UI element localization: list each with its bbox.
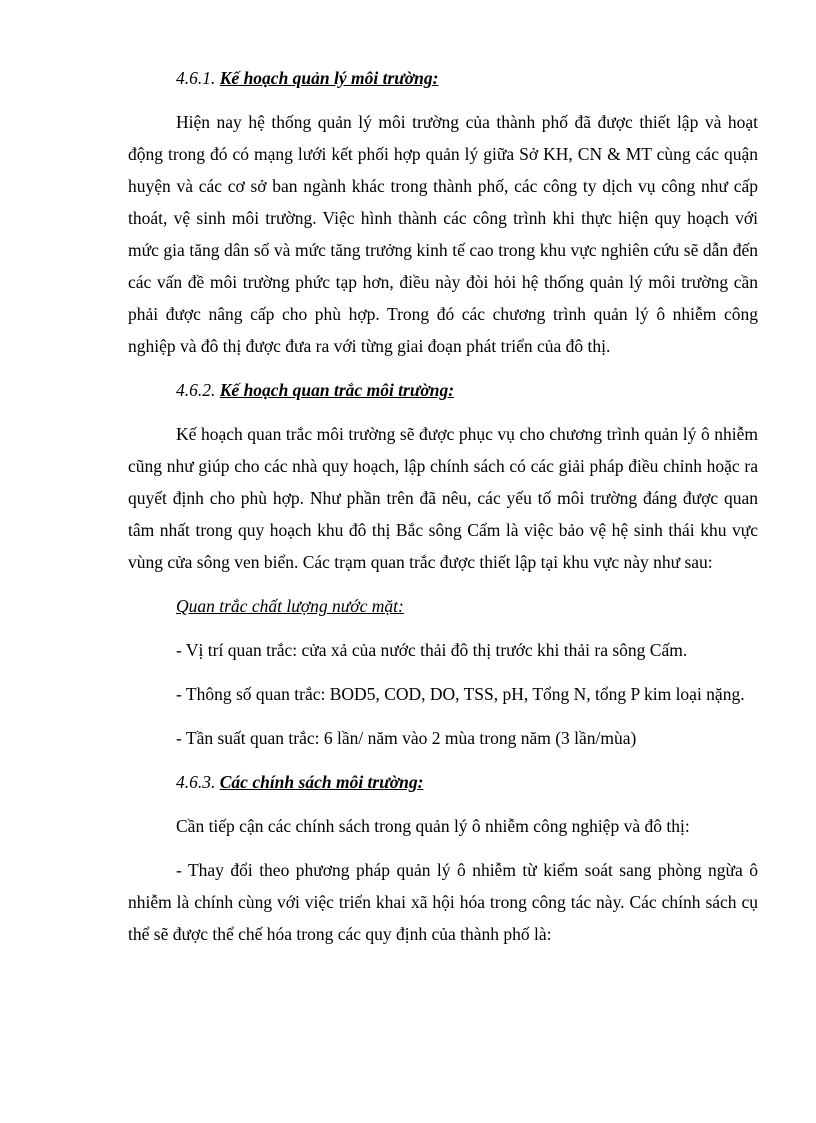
section-title: Kế hoạch quản lý môi trường: (219, 68, 439, 88)
section-number: 4.6.2. (176, 380, 216, 400)
section-title: Các chính sách môi trường: (219, 772, 424, 792)
bullet-item: - Tần suất quan trắc: 6 lần/ năm vào 2 mùa trong năm (3 lần/mùa) (176, 728, 637, 748)
section-number: 4.6.1. (176, 68, 216, 88)
section-heading-4-6-3 (176, 766, 758, 798)
section-number: 4.6.3. (176, 772, 216, 792)
section-heading-4-6-2 (176, 374, 758, 406)
section-intro: Cần tiếp cận các chính sách trong quản lý ô nhiễm công nghiệp và đô thị: (176, 816, 690, 836)
bullet-item: - Thông số quan trắc: BOD5, COD, DO, TSS, pH, Tổng N, tổng P kim loại nặng. (176, 684, 745, 704)
bullet-item: - Vị trí quan trắc: cửa xả của nước thải đô thị trước khi thải ra sông Cấm. (176, 640, 688, 660)
subheading-surface-water: Quan trắc chất lượng nước mặt: (176, 596, 404, 616)
section-title: Kế hoạch quan trắc môi trường: (219, 380, 455, 400)
section-paragraph: Hiện nay hệ thống quản lý môi trường của thành phố đã được thiết lập và hoạt động trong đó có mạng lưới kết phối hợp quản lý giữa Sở KH, CN & MT cùng các quận huyện và các cơ sở ban ngành khác trong thành phố, các công ty dịch vụ công như cấp thoát, vệ sinh môi trường. Việc hình thành các công trình khi thực hiện quy hoạch với mức gia tăng dân số và mức tăng trưởng kinh tế cao trong khu vực nghiên cứu sẽ dẫn đến các vấn đề môi trường phức tạp hơn, điều này đòi hỏi hệ thống quản lý môi trường cần phải được nâng cấp cho phù hợp. Trong đó các chương trình quản lý ô nhiễm công nghiệp và đô thị được đưa ra với từng giai đoạn phát triển của đô thị. (128, 112, 758, 356)
document-page (128, 62, 758, 962)
section-paragraph: - Thay đổi theo phương pháp quản lý ô nhiễm từ kiểm soát sang phòng ngừa ô nhiễm là chính cùng với việc triển khai xã hội hóa trong công tác này. Các chính sách cụ thể sẽ được thể chế hóa trong các quy định của thành phố là: (128, 860, 758, 944)
section-heading-4-6-1 (176, 62, 758, 94)
section-paragraph: Kế hoạch quan trắc môi trường sẽ được phục vụ cho chương trình quản lý ô nhiễm cũng như giúp cho các nhà quy hoạch, lập chính sách có các giải pháp điều chỉnh hoặc ra quyết định cho phù hợp. Như phần trên đã nêu, các yếu tố môi trường đáng được quan tâm nhất trong quy hoạch khu đô thị Bắc sông Cấm là việc bảo vệ hệ sinh thái khu vực vùng cửa sông ven biển. Các trạm quan trắc được thiết lập tại khu vực này như sau: (128, 424, 758, 572)
